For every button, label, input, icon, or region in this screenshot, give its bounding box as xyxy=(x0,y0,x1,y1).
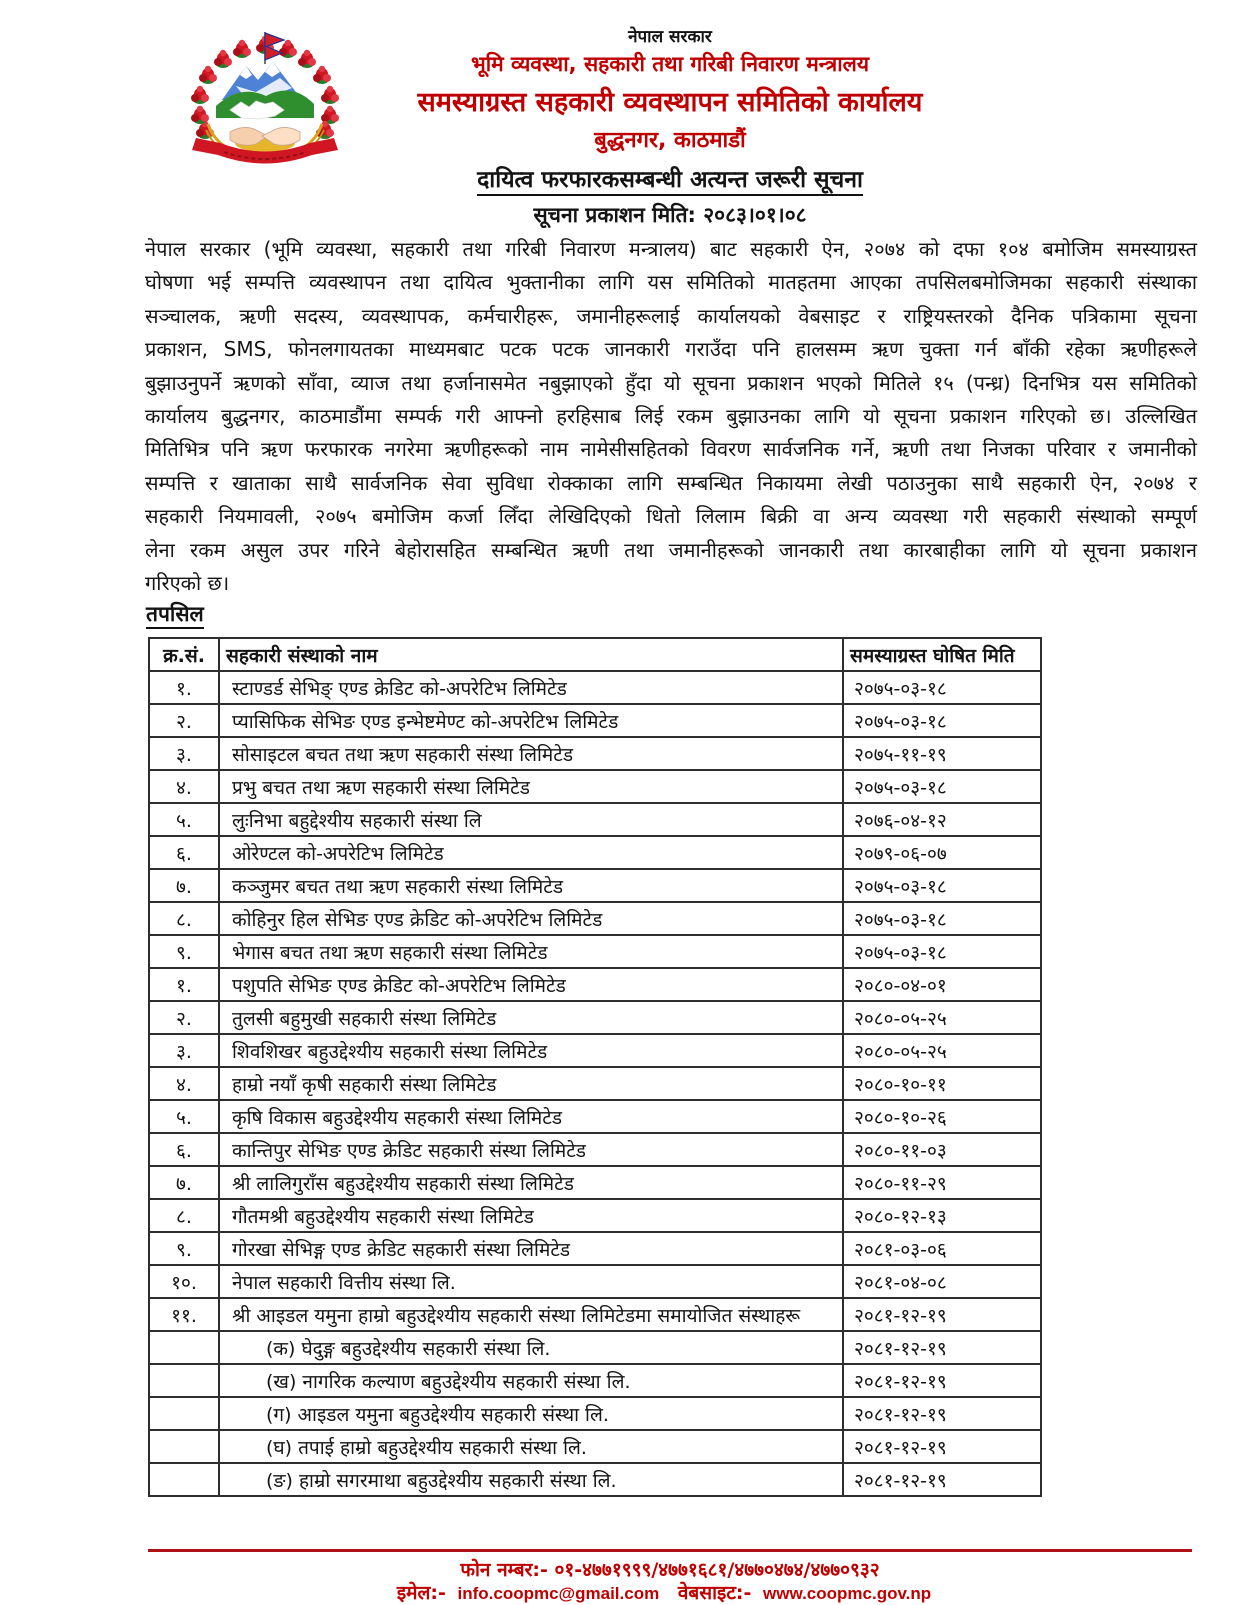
body-line: घोषणा भई सम्पत्ति व्यवस्थापन तथा दायित्व भुक्तानीका लागि यस समितिको मातहतमा आएका तपसिलबमोजिमका सहकारी संस्थाका xyxy=(145,270,1197,295)
table-row xyxy=(149,803,1041,836)
row-serial xyxy=(149,1430,219,1463)
row-serial xyxy=(149,1397,219,1430)
table-row xyxy=(149,704,1041,737)
row-cooperative-name: प्यासिफिक सेभिङ एण्ड इन्भेष्टमेण्ट को-अपरेटिभ लिमिटेड xyxy=(219,704,843,737)
email-address: info.coopmc@gmail.com xyxy=(457,1584,660,1603)
table-row xyxy=(149,1364,1041,1397)
row-serial: ९. xyxy=(149,1232,219,1265)
body-line: मितिभित्र पनि ऋण फरफारक नगरेमा ऋणीहरूको नाम नामेसीसहितको विवरण सार्वजनिक गर्ने, ऋणी तथा निजका परिवार र जमानीको xyxy=(145,437,1197,462)
row-serial: ११. xyxy=(149,1298,219,1331)
row-cooperative-name: (क) घेदुङ्ग बहुउद्देश्यीय सहकारी संस्था लि. xyxy=(219,1331,843,1364)
row-declared-date: २०८१-१२-१९ xyxy=(843,1298,1041,1331)
row-serial: ८. xyxy=(149,1199,219,1232)
row-declared-date: २०८०-०४-०१ xyxy=(843,968,1041,1001)
body-line: लेना रकम असुल उपर गरिने बेहोरासहित सम्बन्धित ऋणी तथा जमानीहरूको जानकारी तथा कारबाहीका लागि यो सूचना प्रकाशन xyxy=(145,537,1197,562)
row-serial: २. xyxy=(149,704,219,737)
row-declared-date: २०८०-१२-१३ xyxy=(843,1199,1041,1232)
row-cooperative-name: गोरखा सेभिङ्ग एण्ड क्रेडिट सहकारी संस्था लिमिटेड xyxy=(219,1232,843,1265)
row-serial: ९. xyxy=(149,935,219,968)
row-serial: ५. xyxy=(149,1100,219,1133)
row-cooperative-name: कोहिनुर हिल सेभिङ एण्ड क्रेडिट को-अपरेटिभ लिमिटेड xyxy=(219,902,843,935)
row-declared-date: २०८१-०३-०६ xyxy=(843,1232,1041,1265)
row-declared-date: २०७६-०४-१२ xyxy=(843,803,1041,836)
row-cooperative-name: कान्तिपुर सेभिङ एण्ड क्रेडिट सहकारी संस्था लिमिटेड xyxy=(219,1133,843,1166)
row-cooperative-name: सोसाइटल बचत तथा ऋण सहकारी संस्था लिमिटेड xyxy=(219,737,843,770)
office-address: बुद्धनगर, काठमाडौं xyxy=(594,128,746,153)
row-declared-date: २०८१-१२-१९ xyxy=(843,1364,1041,1397)
email-label: इमेल:- xyxy=(396,1582,446,1604)
row-serial: ४. xyxy=(149,1067,219,1100)
row-cooperative-name: (घ) तपाई हाम्रो बहुउद्देश्यीय सहकारी संस्था लि. xyxy=(219,1430,843,1463)
table-row xyxy=(149,1298,1041,1331)
row-serial: १. xyxy=(149,968,219,1001)
row-cooperative-name: भेगास बचत तथा ऋण सहकारी संस्था लिमिटेड xyxy=(219,935,843,968)
row-cooperative-name: शिवशिखर बहुउद्देश्यीय सहकारी संस्था लिमिटेड xyxy=(219,1034,843,1067)
row-declared-date: २०८०-१०-२६ xyxy=(843,1100,1041,1133)
table-row xyxy=(149,737,1041,770)
schedule-caption: तपसिल xyxy=(146,600,204,628)
row-declared-date: २०७५-०३-१८ xyxy=(843,671,1041,704)
row-declared-date: २०८०-११-२९ xyxy=(843,1166,1041,1199)
phone-line: फोन नम्बर:- ०१-४७७१९९९/४७७१६८१/४७७०४७४/४७७०९३२ xyxy=(460,1559,880,1581)
office-name: समस्याग्रस्त सहकारी व्यवस्थापन समितिको कार्यालय xyxy=(417,87,923,118)
table-row xyxy=(149,1265,1041,1298)
ministry-name: भूमि व्यवस्था, सहकारी तथा गरिबी निवारण मन्त्रालय xyxy=(470,52,870,76)
table-row xyxy=(149,1430,1041,1463)
row-serial: ४. xyxy=(149,770,219,803)
row-serial: ३. xyxy=(149,1034,219,1067)
row-cooperative-name: नेपाल सहकारी वित्तीय संस्था लि. xyxy=(219,1265,843,1298)
website-url: www.coopmc.gov.np xyxy=(763,1584,932,1603)
table-row xyxy=(149,1001,1041,1034)
row-declared-date: २०८०-०५-२५ xyxy=(843,1034,1041,1067)
row-declared-date: २०७५-११-१९ xyxy=(843,737,1041,770)
body-line: प्रकाशन, SMS, फोनलगायतका माध्यमबाट पटक पटक जानकारी गराउँदा पनि हालसम्म ऋण चुक्ता गर्न बाँकी रहेका ऋणीहरूले xyxy=(145,337,1197,362)
body-line: सहकारी नियमावली, २०७५ बमोजिम कर्जा लिँदा लेखिदिएको धितो लिलाम बिक्री वा अन्य व्यवस्था गरी सहकारी संस्थाको सम्पूर्ण xyxy=(145,504,1197,529)
row-serial xyxy=(149,1364,219,1397)
table-row xyxy=(149,935,1041,968)
row-serial: ६. xyxy=(149,1133,219,1166)
row-declared-date: २०७५-०३-१८ xyxy=(843,869,1041,902)
row-serial xyxy=(149,1331,219,1364)
row-declared-date: २०८१-१२-१९ xyxy=(843,1430,1041,1463)
row-serial: ५. xyxy=(149,803,219,836)
table-header-row xyxy=(149,638,1041,671)
row-declared-date: २०७५-०३-१८ xyxy=(843,902,1041,935)
column-serial: क्र.सं. xyxy=(149,638,219,671)
table-row xyxy=(149,1067,1041,1100)
row-serial: ८. xyxy=(149,902,219,935)
row-declared-date: २०८०-१०-११ xyxy=(843,1067,1041,1100)
row-declared-date: २०८०-०५-२५ xyxy=(843,1001,1041,1034)
footer-divider xyxy=(148,1549,1192,1552)
row-serial: २. xyxy=(149,1001,219,1034)
row-serial: ७. xyxy=(149,1166,219,1199)
row-cooperative-name: पशुपति सेभिङ एण्ड क्रेडिट को-अपरेटिभ लिमिटेड xyxy=(219,968,843,1001)
table-row xyxy=(149,1397,1041,1430)
row-serial: ३. xyxy=(149,737,219,770)
row-declared-date: २०७५-०३-१८ xyxy=(843,704,1041,737)
publish-date: सूचना प्रकाशन मिति: २०८३।०१।०८ xyxy=(533,203,807,227)
row-cooperative-name: कञ्जुमर बचत तथा ऋण सहकारी संस्था लिमिटेड xyxy=(219,869,843,902)
table-row xyxy=(149,1034,1041,1067)
row-serial: १०. xyxy=(149,1265,219,1298)
body-line: गरिएको छ। xyxy=(145,571,230,596)
body-line: बुझाउनुपर्ने ऋणको साँवा, व्याज तथा हर्जानासमेत नबुझाएको हुँदा यो सूचना प्रकाशन भएको मितिले १५ (पन्ध्र) दिनभित्र यस समितिको xyxy=(145,370,1197,395)
notice-title-row xyxy=(145,162,1195,194)
table-row xyxy=(149,869,1041,902)
letterhead xyxy=(145,24,1195,229)
column-declared-date: समस्याग्रस्त घोषित मिति xyxy=(843,638,1041,671)
row-serial xyxy=(149,1463,219,1496)
row-serial: ७. xyxy=(149,869,219,902)
row-cooperative-name: (ख) नागरिक कल्याण बहुउद्देश्यीय सहकारी संस्था लि. xyxy=(219,1364,843,1397)
contact-line xyxy=(145,1579,1195,1605)
body-line: सम्पत्ति र खाताका साथै सार्वजनिक सेवा सुविधा रोक्काका लागि सम्बन्धित निकायमा लेखी पठाउनुका साथै सहकारी ऐन, २०७४ र xyxy=(145,470,1197,495)
row-declared-date: २०८१-१२-१९ xyxy=(843,1331,1041,1364)
row-serial: ६. xyxy=(149,836,219,869)
row-cooperative-name: श्री लालिगुराँस बहुउद्देश्यीय सहकारी संस्था लिमिटेड xyxy=(219,1166,843,1199)
body-line: नेपाल सरकार (भूमि व्यवस्था, सहकारी तथा गरिबी निवारण मन्त्रालय) बाट सहकारी ऐन, २०७४ को दफा १०४ बमोजिम समस्याग्रस्त xyxy=(145,237,1197,261)
row-declared-date: २०७५-०३-१८ xyxy=(843,770,1041,803)
table-row xyxy=(149,836,1041,869)
row-declared-date: २०७९-०६-०७ xyxy=(843,836,1041,869)
row-declared-date: २०७५-०३-१८ xyxy=(843,935,1041,968)
table-row xyxy=(149,1199,1041,1232)
table-row xyxy=(149,1100,1041,1133)
row-serial: १. xyxy=(149,671,219,704)
table-row xyxy=(149,1166,1041,1199)
row-declared-date: २०८१-१२-१९ xyxy=(843,1397,1041,1430)
row-cooperative-name: लुःनिभा बहुद्देश्यीय सहकारी संस्था लि xyxy=(219,803,843,836)
row-cooperative-name: तुलसी बहुमुखी सहकारी संस्था लिमिटेड xyxy=(219,1001,843,1034)
row-cooperative-name: ओरेण्टल को-अपरेटिभ लिमिटेड xyxy=(219,836,843,869)
row-declared-date: २०८१-०४-०८ xyxy=(843,1265,1041,1298)
body-line: सञ्चालक, ऋणी सदस्य, व्यवस्थापक, कर्मचारीहरू, जमानीहरूलाई कार्यालयको वेबसाइट र राष्ट्रियस्तरको दैनिक पत्रिकामा सूचना xyxy=(145,303,1197,328)
row-cooperative-name: प्रभु बचत तथा ऋण सहकारी संस्था लिमिटेड xyxy=(219,770,843,803)
row-cooperative-name: (ग) आइडल यमुना बहुउद्देश्यीय सहकारी संस्था लि. xyxy=(219,1397,843,1430)
row-cooperative-name: कृषि विकास बहुउद्देश्यीय सहकारी संस्था लिमिटेड xyxy=(219,1100,843,1133)
table-row xyxy=(149,902,1041,935)
table-row xyxy=(149,671,1041,704)
website-label: वेबसाइट:- xyxy=(677,1582,752,1604)
row-cooperative-name: हाम्रो नयाँ कृषी सहकारी संस्था लिमिटेड xyxy=(219,1067,843,1100)
table-row xyxy=(149,1133,1041,1166)
row-cooperative-name: गौतमश्री बहुउद्देश्यीय सहकारी संस्था लिमिटेड xyxy=(219,1199,843,1232)
row-declared-date: २०८१-१२-१९ xyxy=(843,1463,1041,1496)
table-row xyxy=(149,968,1041,1001)
government-name: नेपाल सरकार xyxy=(628,27,712,47)
row-cooperative-name: स्टाण्डर्ड सेभिङ् एण्ड क्रेडिट को-अपरेटिभ लिमिटेड xyxy=(219,671,843,704)
notice-title: दायित्व फरफारकसम्बन्धी अत्यन्त जरूरी सूचना xyxy=(477,167,863,196)
table-row xyxy=(149,1463,1041,1496)
table-row xyxy=(149,1232,1041,1265)
row-declared-date: २०८०-११-०३ xyxy=(843,1133,1041,1166)
column-cooperative-name: सहकारी संस्थाको नाम xyxy=(219,638,843,671)
table-row xyxy=(149,1331,1041,1364)
row-cooperative-name: (ङ) हाम्रो सगरमाथा बहुउद्देश्यीय सहकारी संस्था लि. xyxy=(219,1463,843,1496)
body-line: कार्यालय बुद्धनगर, काठमाडौंमा सम्पर्क गरी आफ्नो हरहिसाब लिई रकम बुझाउनका लागि यो सूचना प्रकाशन गरिएको छ। उल्लिखित xyxy=(145,404,1197,429)
row-cooperative-name: श्री आइडल यमुना हाम्रो बहुउद्देश्यीय सहकारी संस्था लिमिटेडमा समायोजित संस्थाहरू xyxy=(219,1298,843,1331)
schedule-table xyxy=(148,637,1042,1497)
table-row xyxy=(149,770,1041,803)
notice-body xyxy=(145,233,1197,600)
